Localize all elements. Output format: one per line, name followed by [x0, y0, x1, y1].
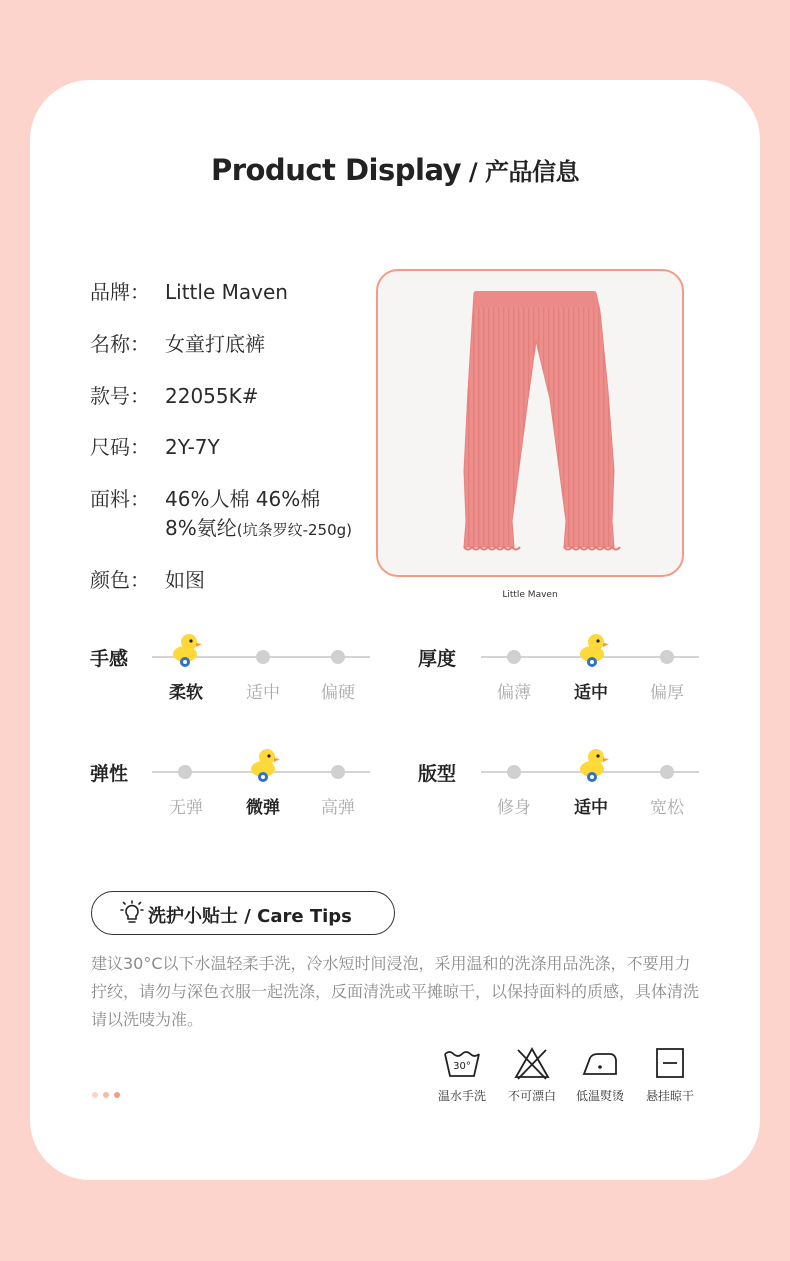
no-bleach-icon [512, 1046, 552, 1080]
option-no-stretch: 无弹 [169, 798, 203, 818]
spec-value: 女童打底裤 [165, 332, 265, 356]
hang-dry-icon [650, 1046, 690, 1080]
duck-marker-icon [576, 747, 610, 783]
option-thin: 偏薄 [497, 683, 531, 703]
spec-key: 面料： [90, 487, 150, 511]
spec-note: (坑条罗纹-250g) [236, 521, 353, 539]
meter-dot [660, 650, 674, 664]
wash-30-icon [442, 1046, 482, 1080]
meter-label-elasticity: 弹性 [90, 763, 129, 785]
spec-fabric [90, 483, 320, 512]
option-slim: 修身 [497, 798, 531, 818]
meter-dot [660, 765, 674, 779]
duck-marker-icon [169, 632, 203, 668]
spec-key: 尺码： [90, 435, 150, 459]
spec-key: 颜色： [90, 568, 150, 592]
option-thick: 偏厚 [650, 683, 684, 703]
meter-dot [331, 765, 345, 779]
care-label-bleach: 不可漂白 [507, 1089, 556, 1103]
spec-brand [90, 276, 288, 305]
spec-key: 款号： [90, 384, 150, 408]
page-dot [103, 1092, 109, 1098]
page-dot [114, 1092, 120, 1098]
wash-temp-label: 30° [453, 1061, 471, 1072]
spec-name [90, 328, 265, 357]
meter-dot [507, 650, 521, 664]
meter-label-feel: 手感 [90, 648, 129, 670]
title-main: Product Display [210, 153, 462, 187]
spec-value: 8%氨纶 [165, 516, 237, 540]
meter-dot [178, 765, 192, 779]
spec-value: 22055K# [165, 384, 259, 408]
option-regular: 适中 [574, 798, 608, 818]
option-high-stretch: 高弹 [321, 798, 355, 818]
care-tips-title: 洗护小贴士 / Care Tips [148, 906, 352, 927]
page-dot [92, 1092, 98, 1098]
meter-dot [331, 650, 345, 664]
spec-value: 46%人棉 46%棉 [165, 487, 321, 511]
option-medium: 适中 [574, 683, 608, 703]
spec-value: 2Y-7Y [165, 435, 220, 459]
duck-marker-icon [247, 747, 281, 783]
care-label-wash: 温水手洗 [437, 1089, 486, 1103]
spec-color [90, 564, 205, 593]
option-medium: 适中 [246, 683, 280, 703]
care-tips-text: 建议30°C以下水温轻柔手洗，冷水短时间浸泡，采用温和的洗涤用品洗涤，不要用力拧绞，请勿与深色衣服一起洗涤，反面清洗或平摊晾干，以保持面料的质感，具体清洗请以洗唛为准。 [91, 954, 700, 1029]
title-sub: / 产品信息 [461, 158, 580, 186]
spec-style [90, 380, 259, 409]
lightbulb-icon [120, 900, 144, 926]
meter-label-thickness: 厚度 [418, 648, 457, 670]
duck-marker-icon [576, 632, 610, 668]
leggings-image [378, 271, 682, 575]
option-soft: 柔软 [169, 683, 203, 703]
meter-dot [507, 765, 521, 779]
option-hard: 偏硬 [321, 683, 355, 703]
spec-key: 品牌： [90, 280, 150, 304]
page-title [0, 152, 790, 187]
meter-label-fit: 版型 [418, 763, 457, 785]
spec-value: Little Maven [165, 280, 288, 304]
care-label-dry: 悬挂晾干 [645, 1089, 694, 1103]
spec-value: 如图 [165, 568, 205, 592]
option-slight-stretch: 微弹 [246, 798, 280, 818]
product-photo [376, 269, 684, 577]
spec-size [90, 431, 220, 460]
low-iron-icon [580, 1046, 620, 1080]
spec-key: 名称： [90, 332, 150, 356]
option-loose: 宽松 [650, 798, 684, 818]
spec-fabric-line2 [165, 512, 352, 541]
care-label-iron: 低温熨烫 [575, 1089, 624, 1103]
meter-dot [256, 650, 270, 664]
photo-caption: Little Maven [502, 590, 558, 600]
